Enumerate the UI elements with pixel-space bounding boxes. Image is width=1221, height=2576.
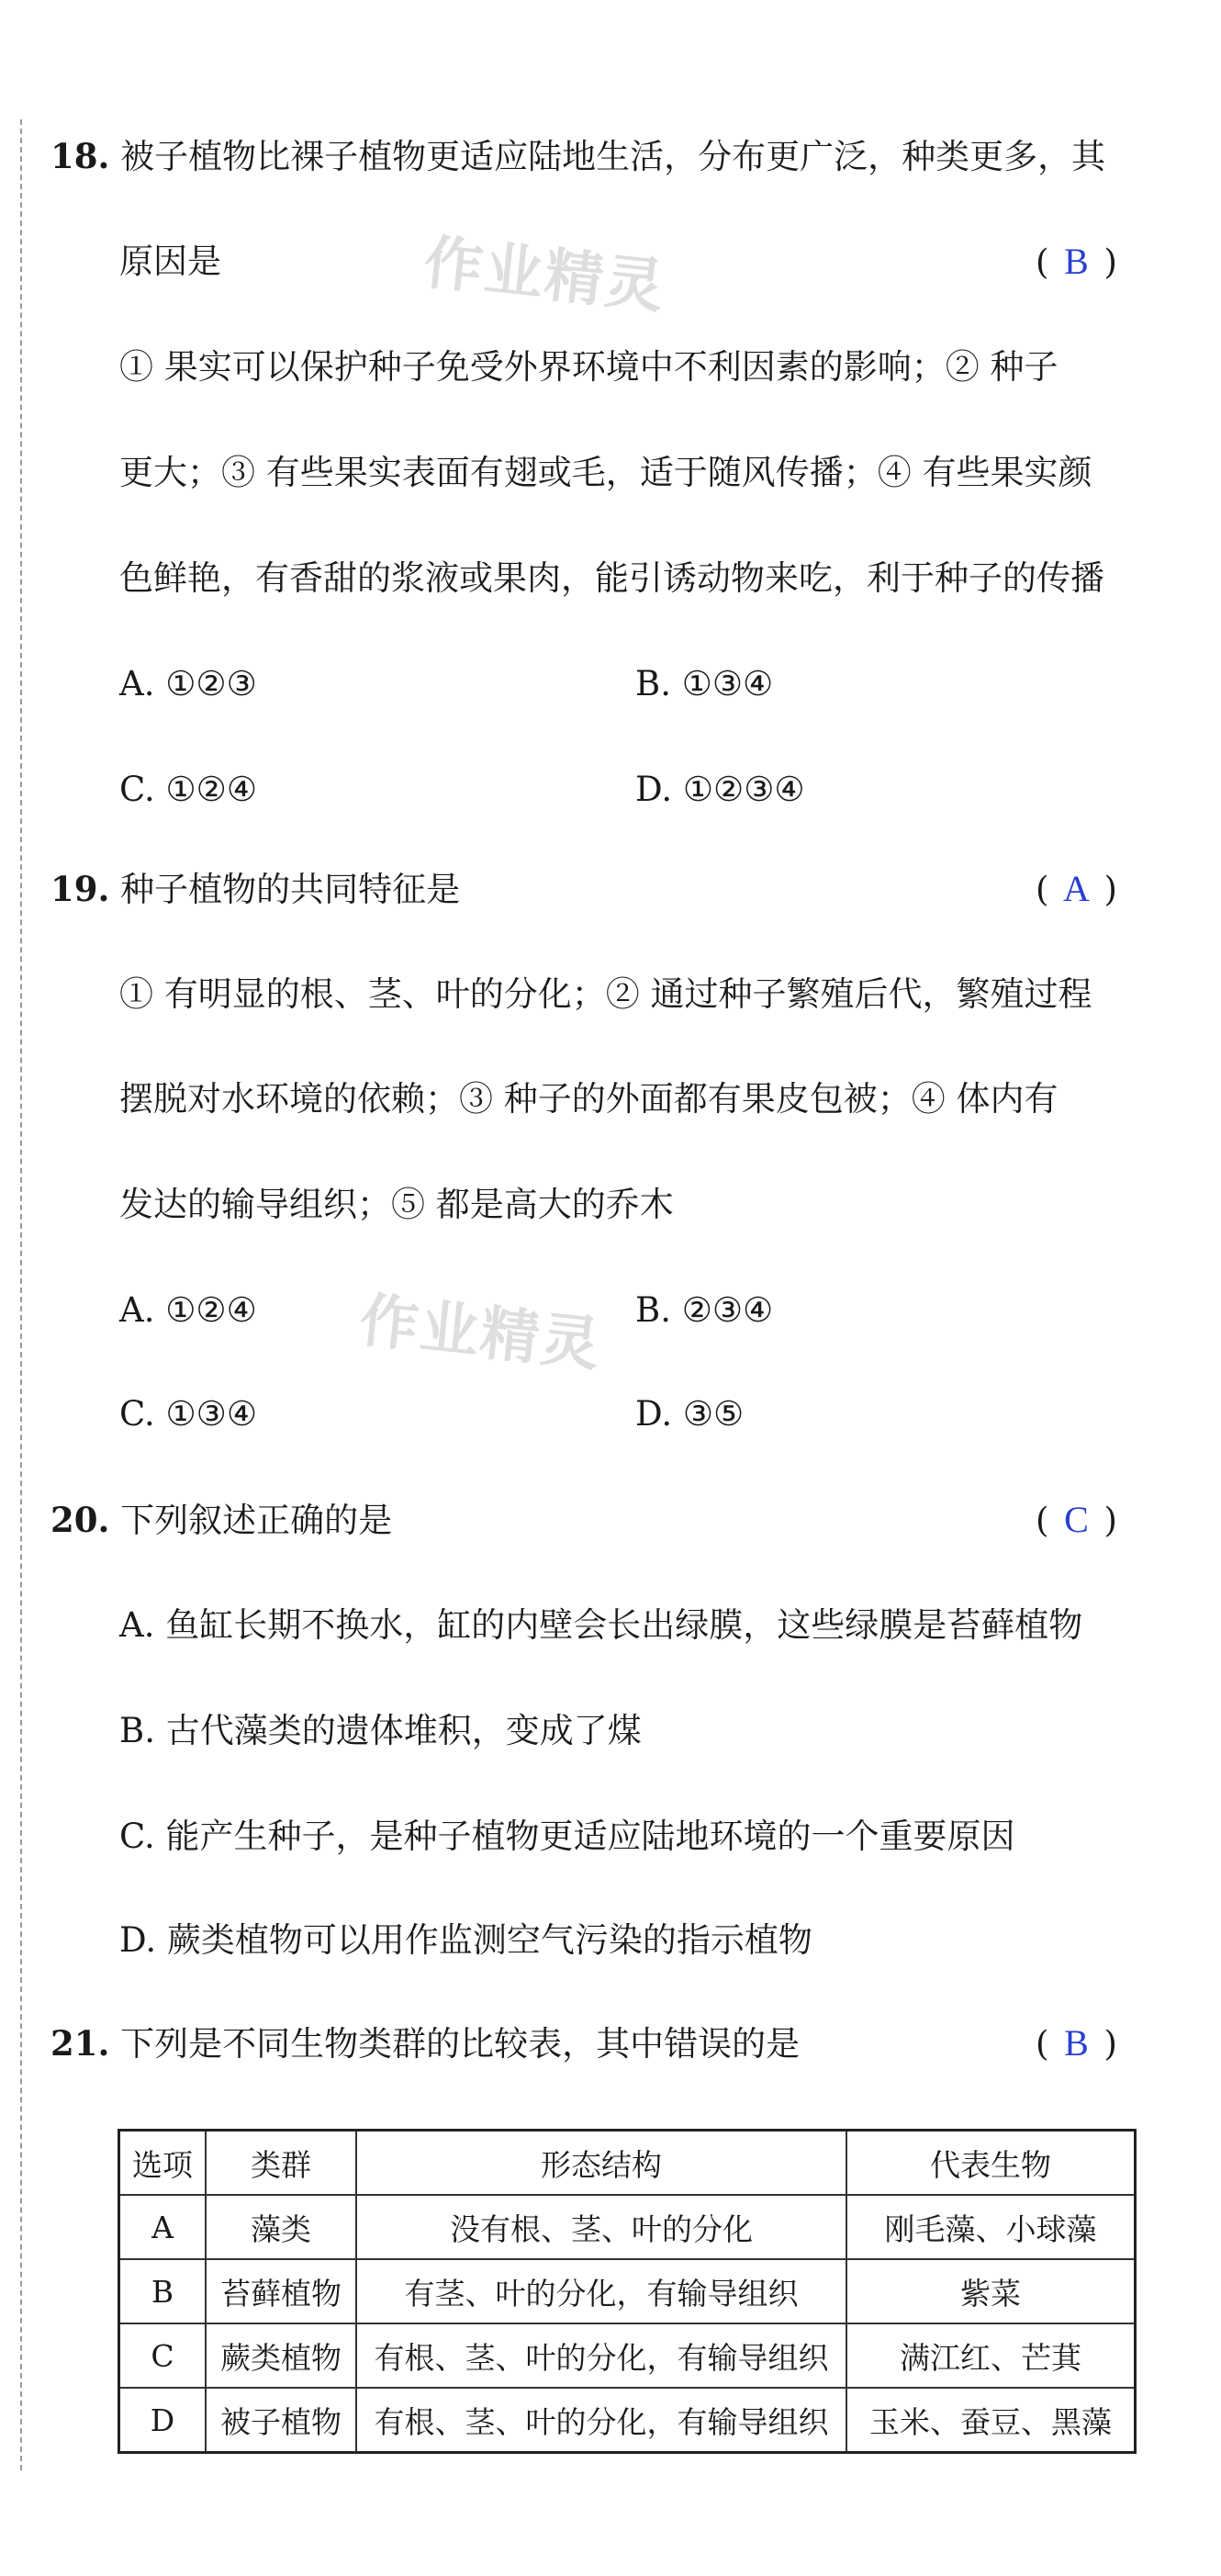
q18-number: 18. xyxy=(50,136,110,176)
q18-stem-text: 被子植物比裸子植物更适应陆地生活，分布更广泛，种类更多，其 xyxy=(120,137,1106,176)
q19-body-line: ① 有明显的根、茎、叶的分化；② 通过种子繁殖后代，繁殖过程 xyxy=(119,974,1092,1014)
q19-stem xyxy=(50,866,460,913)
q19-answer-box: ( A ) xyxy=(1036,866,1117,913)
q19-answer: A xyxy=(1062,868,1090,909)
q18-stem-line1 xyxy=(50,133,1105,180)
q19-option-b: B. ②③④ xyxy=(635,1290,774,1330)
watermark-logo: 作业精灵 xyxy=(356,1287,605,1380)
q18-body-line: ① 果实可以保护种子免受外界环境中不利因素的影响；② 种子 xyxy=(119,347,1059,387)
table-header-cell: 代表生物 xyxy=(846,2131,1136,2196)
q18-body-line: 更大；③ 有些果实表面有翅或毛，适于随风传播；④ 有些果实颜 xyxy=(119,453,1092,492)
q19-body-line: 发达的输导组织；⑤ 都是高大的乔木 xyxy=(119,1185,674,1224)
binding-margin-line xyxy=(20,119,22,2470)
q19-number: 19. xyxy=(50,869,110,909)
q18-stem-line2: 原因是 xyxy=(119,242,221,281)
table-cell: 玉米、蚕豆、黑藻 xyxy=(846,2388,1136,2453)
q18-body-line: 色鲜艳，有香甜的浆液或果肉，能引诱动物来吃，利于种子的传播 xyxy=(119,558,1104,598)
table-header-row xyxy=(119,2131,1136,2196)
q21-answer-box: ( B ) xyxy=(1036,2020,1117,2067)
table-header-cell: 类群 xyxy=(206,2131,356,2196)
q20-number: 20. xyxy=(50,1500,110,1540)
q21-answer: B xyxy=(1064,2022,1089,2064)
q19-option-d: D. ③⑤ xyxy=(635,1394,745,1434)
table-row xyxy=(119,2388,1136,2453)
q21-number: 21. xyxy=(50,2023,110,2064)
q20-option-d: D. 蕨类植物可以用作监测空气污染的指示植物 xyxy=(119,1920,812,1960)
table-cell: 蕨类植物 xyxy=(206,2323,356,2388)
table-row xyxy=(119,2195,1136,2259)
q19-option-a: A. ①②④ xyxy=(119,1290,257,1330)
q21-stem-text: 下列是不同生物类群的比较表，其中错误的是 xyxy=(120,2024,801,2064)
watermark-logo: 作业精灵 xyxy=(420,229,669,322)
table-cell: D xyxy=(119,2388,207,2453)
table-cell: B xyxy=(119,2259,207,2323)
table-cell: 苔藓植物 xyxy=(206,2259,356,2323)
table-header-cell: 形态结构 xyxy=(356,2131,846,2196)
q20-answer-box: ( C ) xyxy=(1036,1497,1117,1544)
table-cell: 被子植物 xyxy=(206,2388,356,2453)
table-cell: 有根、茎、叶的分化，有输导组织 xyxy=(356,2388,846,2453)
q21-stem xyxy=(50,2020,800,2067)
table-cell: A xyxy=(119,2195,207,2259)
table-header-cell: 选项 xyxy=(119,2131,207,2196)
table-cell: C xyxy=(119,2323,207,2388)
q18-option-c: C. ①②④ xyxy=(119,770,258,809)
table-cell: 刚毛藻、小球藻 xyxy=(846,2195,1136,2259)
q20-answer: C xyxy=(1064,1499,1089,1540)
table-cell: 藻类 xyxy=(206,2195,356,2259)
table-row xyxy=(119,2259,1136,2323)
q18-option-b: B. ①③④ xyxy=(635,664,774,703)
q18-option-a: A. ①②③ xyxy=(119,664,257,703)
q20-stem xyxy=(50,1497,392,1544)
table-cell: 有茎、叶的分化，有输导组织 xyxy=(356,2259,846,2323)
table-cell: 有根、茎、叶的分化，有输导组织 xyxy=(356,2323,846,2388)
q18-option-d: D. ①②③④ xyxy=(635,770,805,809)
table-cell: 紫菜 xyxy=(846,2259,1136,2323)
q18-answer: B xyxy=(1064,241,1089,282)
q20-option-b: B. 古代藻类的遗体堆积，变成了煤 xyxy=(119,1711,642,1750)
q20-stem-text: 下列叙述正确的是 xyxy=(120,1501,393,1540)
q19-body-line: 摆脱对水环境的依赖；③ 种子的外面都有果皮包被；④ 体内有 xyxy=(119,1079,1059,1119)
table-cell: 没有根、茎、叶的分化 xyxy=(356,2195,846,2259)
q20-option-a: A. 鱼缸长期不换水，缸的内壁会长出绿膜，这些绿膜是苔藓植物 xyxy=(119,1605,1083,1645)
comparison-table xyxy=(118,2129,1137,2454)
q18-answer-box: ( B ) xyxy=(1036,239,1117,286)
q20-option-c: C. 能产生种子，是种子植物更适应陆地环境的一个重要原因 xyxy=(119,1817,1015,1856)
table-cell: 满江红、芒萁 xyxy=(846,2323,1136,2388)
q19-option-c: C. ①③④ xyxy=(119,1394,258,1434)
table-row xyxy=(119,2323,1136,2388)
q19-stem-text: 种子植物的共同特征是 xyxy=(120,870,461,909)
